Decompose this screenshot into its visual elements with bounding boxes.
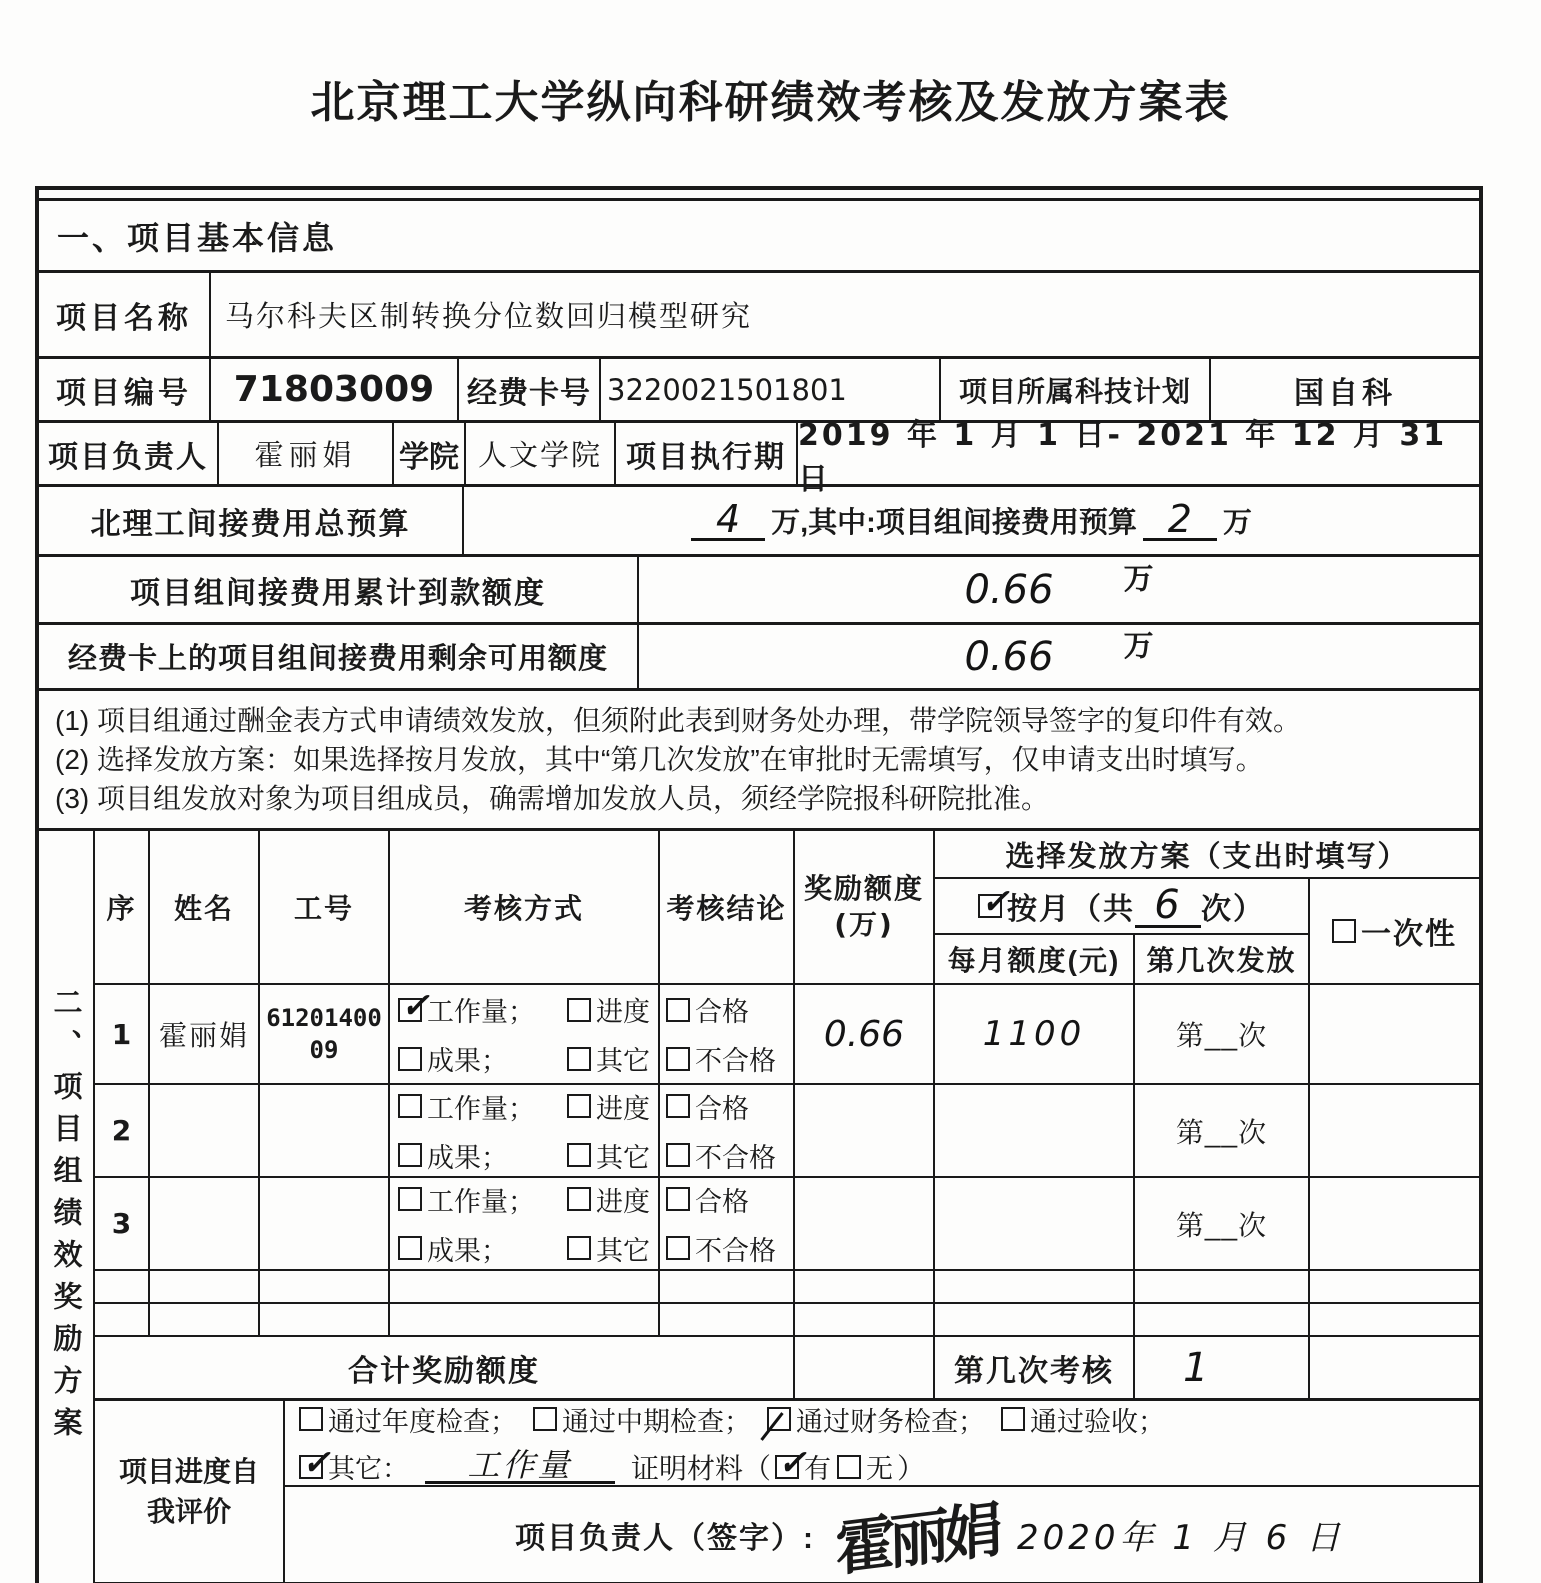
received-value: 0.66 bbox=[964, 566, 1054, 613]
section2-table bbox=[39, 831, 1479, 1583]
empty-row5-method bbox=[390, 1304, 660, 1337]
row2-fail-label: 不合格 bbox=[695, 1142, 776, 1173]
row1-progress-label: 进度 bbox=[596, 997, 650, 1027]
row1-fail-label: 不合格 bbox=[695, 1046, 776, 1076]
header-monthly bbox=[935, 879, 1310, 935]
row3-seq: 3 bbox=[95, 1178, 150, 1271]
empty-row5-seq bbox=[95, 1304, 150, 1337]
project-no-value: 71803009 bbox=[211, 359, 459, 420]
row1-other-label: 其它 bbox=[596, 1046, 650, 1076]
remaining-row bbox=[39, 625, 1479, 691]
empty-row4-emp bbox=[260, 1271, 390, 1304]
sign-label: 项目负责人（签字）: bbox=[515, 1521, 815, 1555]
header-reward bbox=[795, 831, 935, 985]
row3-monthly bbox=[935, 1178, 1135, 1271]
total-reward-value bbox=[795, 1337, 935, 1401]
note-3: (3) 项目组发放对象为项目组成员，确需增加发放人员，须经学院报科研院批准。 bbox=[55, 783, 1050, 814]
row3-other-label: 其它 bbox=[596, 1235, 650, 1266]
remaining-value: 0.66 bbox=[964, 633, 1054, 680]
row2-name bbox=[150, 1085, 260, 1178]
row3-result-label: 成果； bbox=[427, 1235, 508, 1266]
row1-workload-label: 工作量； bbox=[427, 997, 535, 1027]
other-eval-label: 其它： bbox=[328, 1454, 409, 1484]
acceptance-check-checkbox bbox=[1001, 1407, 1025, 1431]
total-reward-label: 合计奖励额度 bbox=[95, 1337, 795, 1401]
one-time-label: 一次性 bbox=[1361, 918, 1457, 951]
empty-row4-method bbox=[390, 1271, 660, 1304]
row1-conclusion bbox=[660, 985, 795, 1085]
row3-progress-checkbox bbox=[567, 1187, 591, 1211]
self-eval-label: 项目进度自我评价 bbox=[95, 1401, 285, 1582]
row3-name bbox=[150, 1178, 260, 1271]
row2-result-checkbox bbox=[398, 1143, 422, 1167]
empty-row5-name bbox=[150, 1304, 260, 1337]
row2-progress-checkbox bbox=[567, 1094, 591, 1118]
one-time-checkbox bbox=[1332, 919, 1356, 943]
row1-result-checkbox bbox=[398, 1047, 422, 1071]
row3-progress-label: 进度 bbox=[596, 1186, 650, 1217]
row1-reward: 0.66 bbox=[823, 1013, 905, 1055]
row3-conclusion bbox=[660, 1178, 795, 1271]
budget-mid-text: 万,其中:项目组间接费用预算 bbox=[771, 507, 1137, 539]
empty-row5-which bbox=[1135, 1304, 1310, 1337]
row1-which: 第__次 bbox=[1135, 985, 1310, 1085]
row3-emp-cell bbox=[260, 1178, 390, 1271]
empty-row5-reward bbox=[795, 1304, 935, 1337]
budget-wan-text: 万 bbox=[1222, 507, 1252, 539]
empty-row4-conclusion bbox=[660, 1271, 795, 1304]
row2-workload-checkbox bbox=[398, 1094, 422, 1118]
row3-method bbox=[390, 1178, 660, 1271]
row2-other-checkbox bbox=[567, 1143, 591, 1167]
row2-reward bbox=[795, 1085, 935, 1178]
row1-one-time-cell bbox=[1310, 985, 1479, 1085]
header-name: 姓名 bbox=[150, 831, 260, 985]
empty-row5-monthly bbox=[935, 1304, 1135, 1337]
row3-workload-checkbox bbox=[398, 1187, 422, 1211]
row2-one-time-cell bbox=[1310, 1085, 1479, 1178]
college-value: 人文学院 bbox=[466, 423, 616, 484]
proof-yes-label: 有 bbox=[804, 1454, 832, 1484]
other-eval-value: 工作量 bbox=[467, 1446, 573, 1484]
row3-result-checkbox bbox=[398, 1236, 422, 1260]
proof-no-checkbox bbox=[837, 1455, 861, 1479]
row1-pass-checkbox bbox=[666, 998, 690, 1022]
monthly-times: 6 bbox=[1154, 881, 1182, 928]
received-value-cell bbox=[639, 557, 1479, 622]
row3-which: 第__次 bbox=[1135, 1178, 1310, 1271]
fund-card-label: 经费卡号 bbox=[459, 359, 601, 420]
exam-count-cell bbox=[1135, 1337, 1310, 1401]
row1-monthly: 1100 bbox=[982, 1014, 1086, 1054]
header-plan: 选择发放方案（支出时填写） bbox=[935, 831, 1479, 879]
period-value: 2019 年 1 月 1 日- 2021 年 12 月 31 日 bbox=[798, 417, 1448, 497]
header-method: 考核方式 bbox=[390, 831, 660, 985]
project-name-value: 马尔科夫区制转换分位数回归模型研究 bbox=[225, 301, 753, 333]
other-eval-blank bbox=[425, 1446, 615, 1484]
row2-conclusion bbox=[660, 1085, 795, 1178]
header-which-time: 第几次发放 bbox=[1135, 935, 1310, 985]
leader-signature: 霍丽娟 bbox=[835, 1495, 998, 1583]
period-label: 项目执行期 bbox=[616, 423, 798, 484]
budget-group-value: 2 bbox=[1167, 497, 1192, 541]
row2-result-label: 成果； bbox=[427, 1142, 508, 1173]
form-table bbox=[35, 186, 1483, 1583]
row1-other-checkbox bbox=[567, 1047, 591, 1071]
row3-one-time-cell bbox=[1310, 1178, 1479, 1271]
indirect-budget-row bbox=[39, 487, 1479, 557]
row3-other-checkbox bbox=[567, 1236, 591, 1260]
section1-header: 一、项目基本信息 bbox=[57, 219, 338, 256]
project-no-label: 项目编号 bbox=[39, 359, 211, 420]
row1-fail-checkbox bbox=[666, 1047, 690, 1071]
remaining-label: 经费卡上的项目组间接费用剩余可用额度 bbox=[39, 625, 639, 688]
fund-card-value: 3220021501801 bbox=[601, 359, 941, 420]
midterm-check-checkbox bbox=[533, 1407, 557, 1431]
proof-no-label: 无 bbox=[866, 1454, 894, 1484]
note-1: (1) 项目组通过酬金表方式申请绩效发放，但须附此表到财务处办理，带学院领导签字的复印件有效。 bbox=[55, 705, 1302, 736]
remaining-value-cell bbox=[639, 625, 1479, 688]
row3-fail-checkbox bbox=[666, 1236, 690, 1260]
header-one-time bbox=[1310, 879, 1479, 985]
empty-row4-monthly bbox=[935, 1271, 1135, 1304]
budget-total-blank bbox=[691, 497, 765, 541]
row3-pass-checkbox bbox=[666, 1187, 690, 1211]
budget-group-blank bbox=[1143, 497, 1217, 541]
row1-method bbox=[390, 985, 660, 1085]
signature-row bbox=[285, 1487, 1479, 1582]
row2-method bbox=[390, 1085, 660, 1178]
college-label: 学院 bbox=[394, 423, 466, 484]
row1-progress-checkbox bbox=[567, 998, 591, 1022]
self-eval-block bbox=[95, 1401, 1479, 1583]
empty-row5-emp bbox=[260, 1304, 390, 1337]
header-monthly-amount: 每月额度(元) bbox=[935, 935, 1135, 985]
row1-emp: 6120140009 bbox=[266, 1004, 382, 1064]
empty-row5-conclusion bbox=[660, 1304, 795, 1337]
row3-workload-label: 工作量； bbox=[427, 1186, 535, 1217]
header-reward-text: 奖励额度 bbox=[803, 873, 924, 904]
row1-reward-cell bbox=[795, 985, 935, 1085]
row1-emp-cell bbox=[260, 985, 390, 1085]
row2-monthly bbox=[935, 1085, 1135, 1178]
leader-row bbox=[39, 417, 1479, 497]
acceptance-check-label: 通过验收； bbox=[1030, 1406, 1165, 1437]
form-title: 北京理工大学纵向科研绩效考核及发放方案表 bbox=[310, 78, 1231, 127]
row1-workload-checkbox bbox=[398, 998, 422, 1022]
annual-check-label: 通过年度检查； bbox=[328, 1406, 517, 1437]
section2-side-cell bbox=[39, 831, 95, 1583]
sign-date: 2020年 1 月 6 日 bbox=[1017, 1518, 1345, 1558]
row1-pass-label: 合格 bbox=[695, 997, 749, 1027]
received-row bbox=[39, 557, 1479, 625]
proof-yes-checkbox bbox=[775, 1455, 799, 1479]
monthly-checkbox bbox=[978, 894, 1002, 918]
exam-count-label: 第几次考核 bbox=[935, 1337, 1135, 1401]
received-label: 项目组间接费用累计到款额度 bbox=[39, 557, 639, 622]
project-name-row bbox=[39, 273, 1479, 359]
other-eval-checkbox bbox=[299, 1455, 323, 1479]
row2-pass-checkbox bbox=[666, 1094, 690, 1118]
program-label: 项目所属科技计划 bbox=[941, 359, 1211, 420]
empty-row4-seq bbox=[95, 1271, 150, 1304]
note-2: (2) 选择发放方案：如果选择按月发放，其中“第几次发放”在审批时无需填写，仅申请支出时填写。 bbox=[55, 744, 1264, 775]
midterm-check-label: 通过中期检查； bbox=[562, 1406, 751, 1437]
leader-label: 项目负责人 bbox=[39, 423, 219, 484]
annual-check-checkbox bbox=[299, 1407, 323, 1431]
indirect-budget-label: 北理工间接费用总预算 bbox=[39, 487, 464, 554]
exam-count-value: 1 bbox=[1183, 1344, 1209, 1391]
row3-pass-label: 合格 bbox=[695, 1186, 749, 1217]
remaining-wan: 万 bbox=[1123, 629, 1154, 663]
monthly-times-blank bbox=[1135, 881, 1201, 928]
header-reward-unit: (万) bbox=[834, 908, 894, 941]
self-eval-checks bbox=[285, 1401, 1479, 1487]
finance-check-checkbox bbox=[767, 1407, 791, 1431]
empty-row4-one-time bbox=[1310, 1271, 1479, 1304]
header-seq: 序 bbox=[95, 831, 150, 985]
exam-count-extra-cell bbox=[1310, 1337, 1479, 1401]
section2-side-label: 二、项目组绩效奖励方案 bbox=[49, 987, 82, 1449]
project-name-label: 项目名称 bbox=[39, 273, 211, 356]
row1-result-label: 成果； bbox=[427, 1046, 508, 1076]
empty-row4-reward bbox=[795, 1271, 935, 1304]
header-conclusion: 考核结论 bbox=[660, 831, 795, 985]
finance-check-label: 通过财务检查； bbox=[796, 1406, 985, 1437]
proof-pre-text: 证明材料（ bbox=[631, 1452, 772, 1484]
leader-value: 霍丽娟 bbox=[219, 423, 394, 484]
section1-header-row bbox=[39, 198, 1479, 273]
row2-pass-label: 合格 bbox=[695, 1093, 749, 1124]
row2-other-label: 其它 bbox=[596, 1142, 650, 1173]
budget-total-value: 4 bbox=[716, 497, 741, 541]
row1-monthly-cell bbox=[935, 985, 1135, 1085]
row2-emp-cell bbox=[260, 1085, 390, 1178]
program-value: 国自科 bbox=[1294, 376, 1396, 410]
row2-which: 第__次 bbox=[1135, 1085, 1310, 1178]
proof-post-text: ） bbox=[897, 1452, 926, 1484]
empty-row4-name bbox=[150, 1271, 260, 1304]
notes-block bbox=[39, 691, 1479, 831]
header-emp: 工号 bbox=[260, 831, 390, 985]
indirect-budget-value bbox=[464, 487, 1479, 554]
row1-seq: 1 bbox=[95, 985, 150, 1085]
empty-row5-one-time bbox=[1310, 1304, 1479, 1337]
row2-progress-label: 进度 bbox=[596, 1093, 650, 1124]
row3-reward bbox=[795, 1178, 935, 1271]
monthly-pre: 按月（共 bbox=[1007, 893, 1135, 926]
monthly-post: 次） bbox=[1201, 893, 1265, 926]
empty-row4-which bbox=[1135, 1271, 1310, 1304]
row2-seq: 2 bbox=[95, 1085, 150, 1178]
received-wan: 万 bbox=[1123, 562, 1154, 596]
row2-fail-checkbox bbox=[666, 1143, 690, 1167]
row1-name: 霍丽娟 bbox=[150, 985, 260, 1085]
row3-fail-label: 不合格 bbox=[695, 1235, 776, 1266]
row2-workload-label: 工作量； bbox=[427, 1093, 535, 1124]
